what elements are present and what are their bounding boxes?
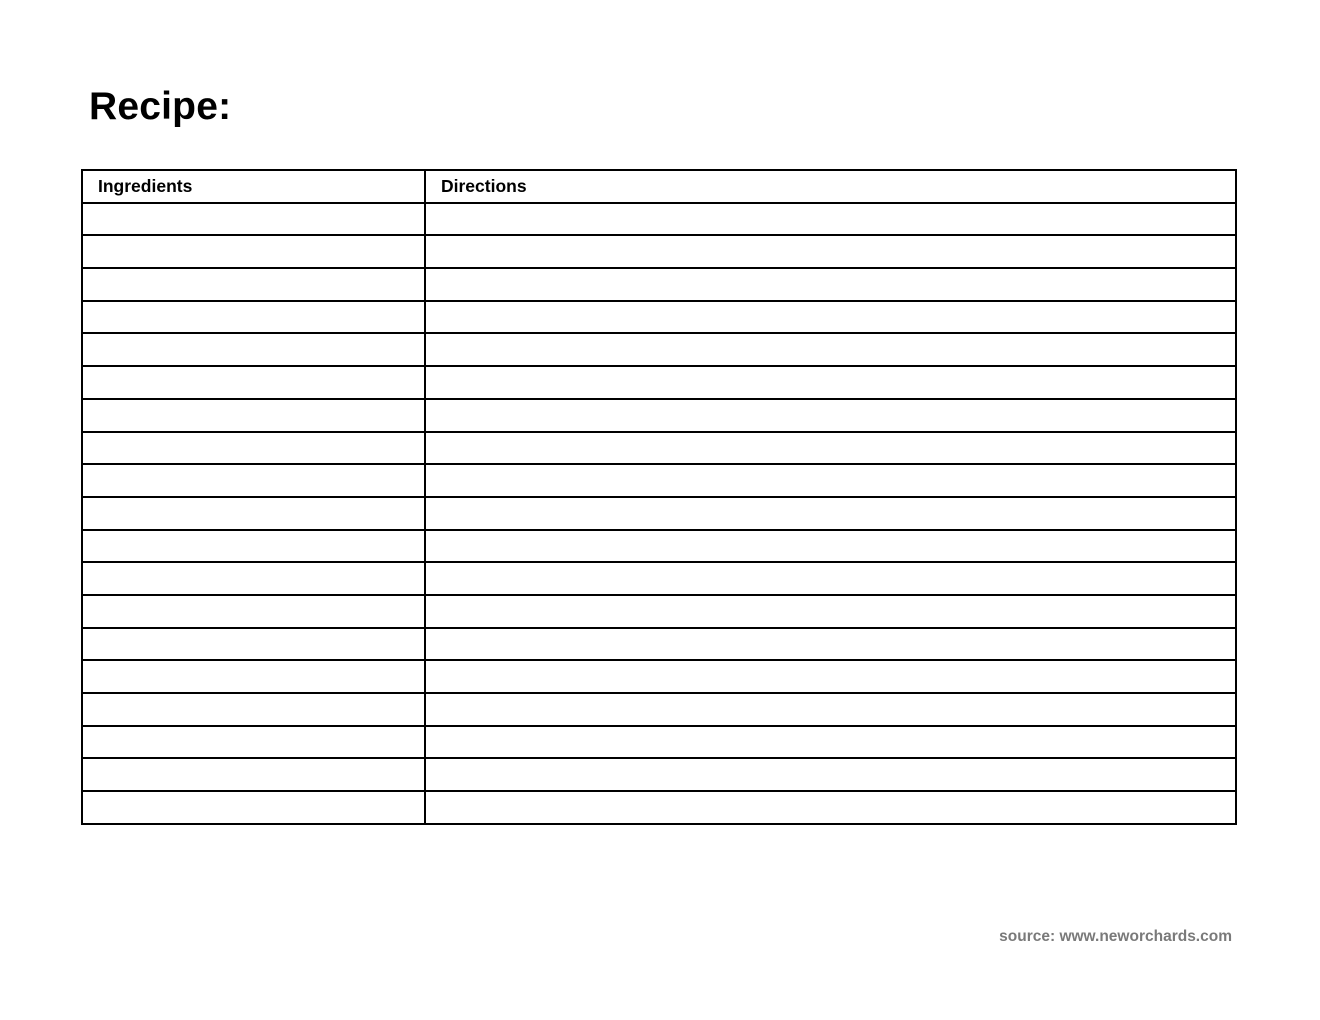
direction-cell[interactable] [425,758,1236,791]
table-row [82,268,1236,301]
direction-cell[interactable] [425,726,1236,759]
direction-cell[interactable] [425,628,1236,661]
table-row [82,791,1236,824]
direction-cell[interactable] [425,399,1236,432]
table-row [82,366,1236,399]
table-row [82,497,1236,530]
ingredient-cell[interactable] [82,693,425,726]
direction-cell[interactable] [425,464,1236,497]
direction-cell[interactable] [425,693,1236,726]
direction-cell[interactable] [425,595,1236,628]
ingredient-cell[interactable] [82,660,425,693]
header-directions: Directions [425,170,1236,203]
table-row [82,333,1236,366]
direction-cell[interactable] [425,333,1236,366]
table-body [82,203,1236,824]
ingredient-cell[interactable] [82,399,425,432]
ingredient-cell[interactable] [82,497,425,530]
direction-cell[interactable] [425,791,1236,824]
ingredient-cell[interactable] [82,595,425,628]
ingredient-cell[interactable] [82,464,425,497]
table-row [82,301,1236,334]
table-row [82,203,1236,236]
ingredient-cell[interactable] [82,333,425,366]
ingredient-cell[interactable] [82,366,425,399]
page-title: Recipe: [89,85,232,128]
header-ingredients: Ingredients [82,170,425,203]
ingredient-cell[interactable] [82,203,425,236]
table-row [82,432,1236,465]
table-row [82,595,1236,628]
direction-cell[interactable] [425,301,1236,334]
direction-cell[interactable] [425,235,1236,268]
ingredient-cell[interactable] [82,628,425,661]
direction-cell[interactable] [425,203,1236,236]
recipe-table [81,169,1237,825]
direction-cell[interactable] [425,660,1236,693]
ingredient-cell[interactable] [82,758,425,791]
table-row [82,628,1236,661]
table-row [82,464,1236,497]
table-row [82,399,1236,432]
table-row [82,758,1236,791]
table-row [82,235,1236,268]
table-row [82,693,1236,726]
table-row [82,530,1236,563]
direction-cell[interactable] [425,562,1236,595]
direction-cell[interactable] [425,432,1236,465]
ingredient-cell[interactable] [82,726,425,759]
ingredient-cell[interactable] [82,301,425,334]
table-row [82,562,1236,595]
source-note: source: www.neworchards.com [999,928,1232,945]
ingredient-cell[interactable] [82,432,425,465]
direction-cell[interactable] [425,497,1236,530]
direction-cell[interactable] [425,366,1236,399]
direction-cell[interactable] [425,268,1236,301]
ingredient-cell[interactable] [82,791,425,824]
ingredient-cell[interactable] [82,235,425,268]
ingredient-cell[interactable] [82,562,425,595]
table-row [82,726,1236,759]
table-header-row [82,170,1236,203]
ingredient-cell[interactable] [82,268,425,301]
table-row [82,660,1236,693]
direction-cell[interactable] [425,530,1236,563]
ingredient-cell[interactable] [82,530,425,563]
